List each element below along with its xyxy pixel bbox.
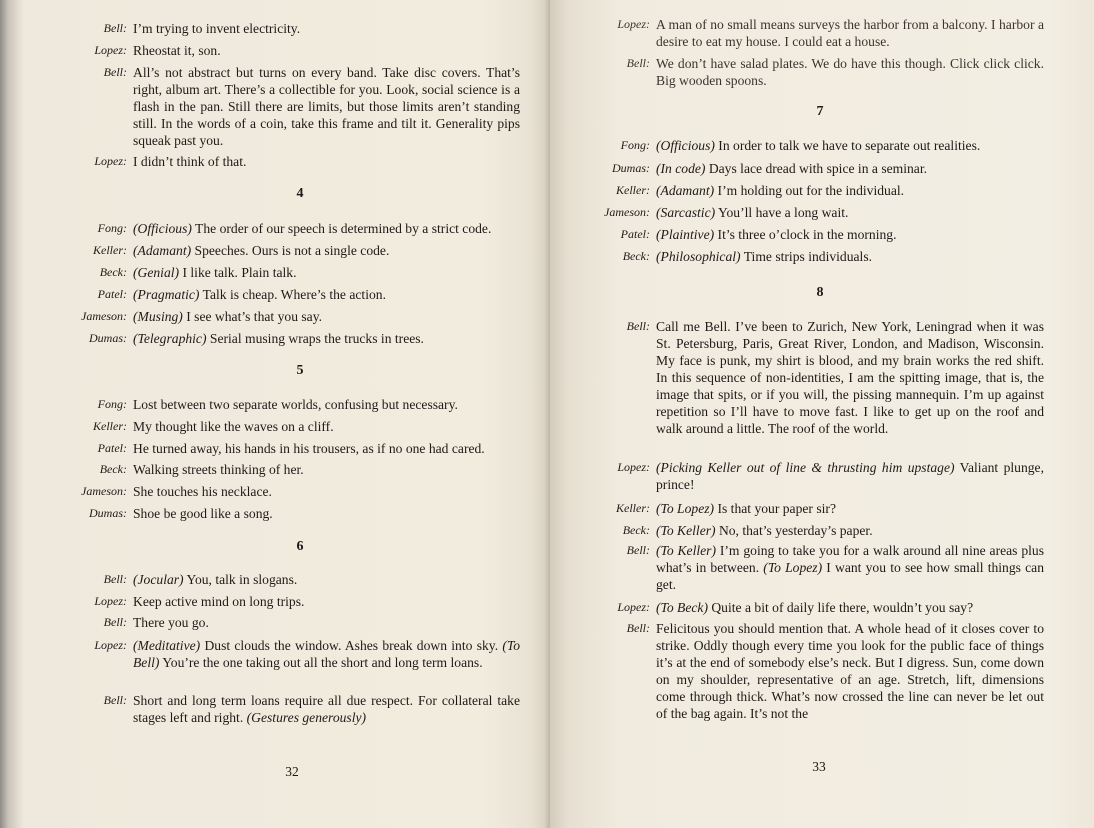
- speaker-label: Bell:: [626, 56, 650, 70]
- speech-text: [656, 318, 1044, 437]
- stage-direction: (To Lopez): [656, 501, 715, 516]
- dialogue-segment: Days lace dread with spice in a seminar.: [705, 161, 928, 176]
- speaker-label: Bell:: [103, 572, 127, 586]
- speech-text: [656, 55, 1044, 89]
- speaker-label: Beck:: [622, 249, 650, 263]
- speaker-label: Lopez:: [94, 154, 127, 168]
- dialogue-segment: You’ll have a long wait.: [715, 205, 849, 220]
- speech-line: [588, 182, 1044, 199]
- speaker-label: Jameson:: [81, 484, 127, 498]
- dialogue-segment: Dust clouds the window. Ashes break down into sky.: [200, 638, 503, 653]
- speaker-label: Fong:: [620, 138, 650, 152]
- speech-line: [20, 692, 520, 726]
- speech-line: [20, 264, 520, 281]
- speaker-label: Beck:: [99, 265, 127, 279]
- dialogue-segment: Is that your paper sir?: [714, 501, 836, 516]
- speech-line: [588, 248, 1044, 265]
- speech-text: [656, 204, 1044, 221]
- speaker-label: Keller:: [93, 243, 127, 257]
- stage-direction: (Telegraphic): [133, 331, 207, 346]
- dialogue-segment: I want you to see how small things can get.: [656, 560, 1044, 592]
- dialogue-segment: Quite a bit of daily life there, wouldn’t you say?: [707, 600, 974, 615]
- dialogue-segment: Time strips individuals.: [740, 249, 873, 264]
- speaker-label: Lopez:: [617, 460, 650, 474]
- speech-text: [133, 42, 520, 59]
- speech-text: [656, 599, 1044, 616]
- dialogue-segment: She touches his necklace.: [133, 484, 272, 499]
- dialogue-segment: The order of our speech is determined by a strict code.: [191, 221, 492, 236]
- speaker-label: Keller:: [616, 183, 650, 197]
- speech-line: [588, 599, 1044, 616]
- stage-direction: (Jocular): [133, 572, 184, 587]
- stage-direction: (Plaintive): [656, 227, 715, 242]
- speech-line: [588, 522, 1044, 539]
- speaker-label: Lopez:: [617, 17, 650, 31]
- dialogue-segment: A man of no small means surveys the harbor from a balcony. I harbor a desire to eat my house. I could eat a house.: [656, 17, 1044, 49]
- dialogue-segment: My thought like the waves on a cliff.: [133, 419, 334, 434]
- dialogue-segment: Call me Bell. I’ve been to Zurich, New York, Leningrad when it was St. Petersburg, Paris, Great River, London, and Madison, Wisconsin. My face is punk, my shirt is blood, and my brain works the red shift. In this sequence of non-identities, I am the spitting image, that is, the image that spits, or if you will, the pissing mannequin. I’m up against repetition so I’ll have to move fast. I like to get up on the roof and walk around a little. The roof of the world.: [656, 319, 1044, 436]
- stage-direction: (Adamant): [656, 183, 715, 198]
- stage-direction: (Pragmatic): [133, 287, 200, 302]
- stage-direction: (Genial): [133, 265, 180, 280]
- speaker-label: Keller:: [616, 501, 650, 515]
- speech-text: [656, 226, 1044, 243]
- page-number: 32: [285, 764, 299, 779]
- speech-line: [588, 459, 1044, 493]
- speech-text: [133, 330, 520, 347]
- dialogue-segment: Serial musing wraps the trucks in trees.: [206, 331, 424, 346]
- speech-line: [20, 242, 520, 259]
- speech-line: [20, 396, 520, 413]
- speech-text: [133, 242, 520, 259]
- speaker-label: Dumas:: [89, 506, 127, 520]
- stage-direction: (Officious): [133, 221, 192, 236]
- dialogue-segment: I see what’s that you say.: [182, 309, 323, 324]
- stage-direction: (To Keller): [656, 543, 716, 558]
- dialogue-segment: There you go.: [133, 615, 209, 630]
- speaker-label: Keller:: [93, 419, 127, 433]
- speaker-label: Bell:: [103, 615, 127, 629]
- speech-text: [133, 614, 520, 631]
- speech-text: [133, 505, 520, 522]
- speaker-label: Dumas:: [89, 331, 127, 345]
- section-number: 4: [296, 186, 304, 201]
- speech-line: [20, 505, 520, 522]
- dialogue-segment: I didn’t think of that.: [133, 154, 247, 169]
- speech-line: [20, 637, 520, 671]
- section-number: 8: [816, 285, 824, 300]
- speech-text: [656, 542, 1044, 593]
- speech-text: [656, 182, 1044, 199]
- speech-line: [20, 64, 520, 149]
- speech-text: [133, 220, 520, 237]
- speech-line: [588, 204, 1044, 221]
- stage-direction: (To Beck): [656, 600, 708, 615]
- speaker-label: Bell:: [626, 319, 650, 333]
- speech-text: [133, 20, 520, 37]
- dialogue-segment: Keep active mind on long trips.: [133, 594, 305, 609]
- right-page: [550, 0, 1094, 828]
- speech-text: [133, 153, 520, 170]
- speaker-label: Jameson:: [81, 309, 127, 323]
- speaker-label: Dumas:: [612, 161, 650, 175]
- speech-line: [20, 461, 520, 478]
- speech-text: [133, 440, 520, 457]
- speech-line: [588, 160, 1044, 177]
- speaker-label: Bell:: [103, 65, 127, 79]
- speech-text: [133, 286, 520, 303]
- speaker-label: Beck:: [622, 523, 650, 537]
- stage-direction: (Gestures generously): [246, 710, 367, 725]
- speaker-label: Jameson:: [604, 205, 650, 219]
- speech-line: [588, 620, 1044, 722]
- speech-line: [20, 286, 520, 303]
- speech-line: [588, 16, 1044, 50]
- dialogue-segment: He turned away, his hands in his trousers, as if no one had cared.: [133, 441, 485, 456]
- speech-line: [20, 614, 520, 631]
- dialogue-segment: Rheostat it, son.: [133, 43, 221, 58]
- section-number: 6: [296, 539, 304, 554]
- dialogue-segment: Shoe be good like a song.: [133, 506, 273, 521]
- speech-text: [656, 137, 1044, 154]
- stage-direction: (To Keller): [656, 523, 716, 538]
- speech-line: [20, 153, 520, 170]
- dialogue-segment: Short and long term loans require all due respect. For collateral take stages left and right.: [133, 693, 520, 725]
- speaker-label: Lopez:: [617, 600, 650, 614]
- speech-text: [133, 264, 520, 281]
- speaker-label: Bell:: [626, 543, 650, 557]
- stage-direction: (Sarcastic): [656, 205, 716, 220]
- speech-line: [20, 220, 520, 237]
- speech-text: [656, 522, 1044, 539]
- speech-line: [20, 308, 520, 325]
- speech-line: [588, 542, 1044, 593]
- speech-text: [133, 308, 520, 325]
- speech-text: [656, 459, 1044, 493]
- speech-line: [20, 593, 520, 610]
- stage-direction: (To Bell): [133, 638, 520, 670]
- speech-line: [20, 20, 520, 37]
- dialogue-segment: Talk is cheap. Where’s the action.: [199, 287, 386, 302]
- dialogue-segment: I like talk. Plain talk.: [179, 265, 297, 280]
- speaker-label: Patel:: [97, 441, 127, 455]
- speech-text: [656, 500, 1044, 517]
- speech-text: [133, 64, 520, 149]
- dialogue-segment: Valiant plunge, prince!: [656, 460, 1044, 492]
- speaker-label: Fong:: [97, 221, 127, 235]
- page-number: 33: [812, 759, 826, 774]
- dialogue-segment: You, talk in slogans.: [183, 572, 298, 587]
- speech-text: [133, 483, 520, 500]
- speech-line: [20, 42, 520, 59]
- dialogue-segment: Felicitous you should mention that. A whole head of it closes cover to strike. Oddly though every time you look for the public face of things it’s at the end of somebody else’s neck. But I digress. Sun, come down on my shoulder, representative of an age. Stretch, lift, dimensions come through thick. What’s now crossed the line can never be let out of the bag again. It’s not the: [656, 621, 1044, 721]
- speech-text: [656, 248, 1044, 265]
- speaker-label: Lopez:: [94, 43, 127, 57]
- section-number: 5: [296, 363, 304, 378]
- speech-text: [133, 418, 520, 435]
- speech-text: [133, 396, 520, 413]
- speaker-label: Patel:: [620, 227, 650, 241]
- speech-text: [133, 692, 520, 726]
- speech-line: [588, 226, 1044, 243]
- speaker-label: Bell:: [103, 693, 127, 707]
- speech-line: [588, 500, 1044, 517]
- speech-text: [133, 637, 520, 671]
- speaker-label: Fong:: [97, 397, 127, 411]
- stage-direction: (Picking Keller out of line & thrusting him upstage): [656, 460, 955, 475]
- speech-text: [656, 620, 1044, 722]
- speech-text: [656, 16, 1044, 50]
- dialogue-segment: I’m trying to invent electricity.: [133, 21, 301, 36]
- speaker-label: Bell:: [103, 21, 127, 35]
- dialogue-segment: All’s not abstract but turns on every band. Take disc covers. That’s right, album art. There’s a collectible for you. Look, social science is a flash in the pan. Still there are limits, but those limits aren’t standing still. In the words of a coin, take this frame and tilt it. Generality pips squeak past you.: [133, 65, 520, 148]
- dialogue-segment: No, that’s yesterday’s paper.: [715, 523, 873, 538]
- speaker-label: Beck:: [99, 462, 127, 476]
- speech-text: [133, 571, 520, 588]
- dialogue-segment: It’s three o’clock in the morning.: [714, 227, 897, 242]
- speech-text: [133, 593, 520, 610]
- stage-direction: (Officious): [656, 138, 715, 153]
- speech-line: [20, 440, 520, 457]
- dialogue-segment: I’m holding out for the individual.: [714, 183, 905, 198]
- dialogue-segment: Lost between two separate worlds, confusing but necessary.: [133, 397, 458, 412]
- dialogue-segment: Walking streets thinking of her.: [133, 462, 304, 477]
- dialogue-segment: I’m going to take you for a walk around all nine areas plus what’s in between.: [656, 543, 1044, 575]
- speaker-label: Lopez:: [94, 594, 127, 608]
- stage-direction: (To Lopez): [763, 560, 823, 575]
- speaker-label: Patel:: [97, 287, 127, 301]
- speech-line: [20, 571, 520, 588]
- section-number: 7: [816, 104, 824, 119]
- stage-direction: (In code): [656, 161, 706, 176]
- speech-line: [588, 55, 1044, 89]
- speech-line: [20, 330, 520, 347]
- speaker-label: Bell:: [626, 621, 650, 635]
- speech-text: [656, 160, 1044, 177]
- dialogue-segment: In order to talk we have to separate out realities.: [714, 138, 981, 153]
- speech-line: [20, 418, 520, 435]
- dialogue-segment: You’re the one taking out all the short and long term loans.: [159, 655, 483, 670]
- speech-line: [588, 137, 1044, 154]
- speech-line: [588, 318, 1044, 437]
- speaker-label: Lopez:: [94, 638, 127, 652]
- stage-direction: (Philosophical): [656, 249, 741, 264]
- stage-direction: (Musing): [133, 309, 183, 324]
- stage-direction: (Adamant): [133, 243, 192, 258]
- speech-text: [133, 461, 520, 478]
- stage-direction: (Meditative): [133, 638, 201, 653]
- speech-line: [20, 483, 520, 500]
- dialogue-segment: Speeches. Ours is not a single code.: [191, 243, 390, 258]
- dialogue-segment: We don’t have salad plates. We do have this though. Click click click. Big wooden spoons.: [656, 56, 1044, 88]
